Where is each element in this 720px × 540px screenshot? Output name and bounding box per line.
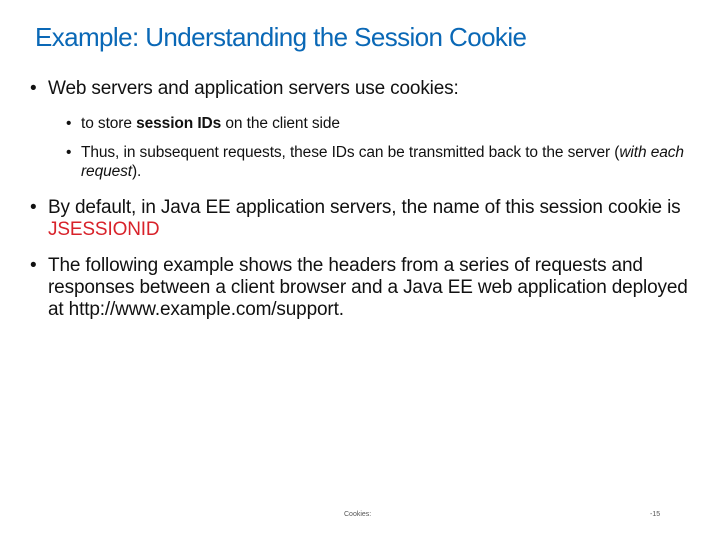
bullet-list bbox=[30, 78, 700, 335]
sub-bullet-text-italic: with each request bbox=[81, 144, 684, 180]
bullet-glyph: • bbox=[66, 115, 72, 132]
bullet-text-pre: By default, in Java EE application servers, the name of this session cookie is bbox=[48, 197, 681, 218]
sub-bullet-text-post: ). bbox=[132, 163, 142, 180]
slide-title: Example: Understanding the Session Cookie bbox=[35, 22, 527, 52]
sub-bullet-text-pre: to store bbox=[81, 115, 137, 132]
sub-bullet-subsequent-requests bbox=[66, 143, 700, 181]
bullet-glyph: • bbox=[30, 197, 37, 218]
sub-bullet-text-pre: Thus, in subsequent requests, these IDs can be transmitted back to the server ( bbox=[81, 144, 620, 161]
sub-bullet-list bbox=[30, 114, 700, 181]
bullet-text: Web servers and application servers use cookies: bbox=[48, 78, 459, 99]
bullet-glyph: • bbox=[30, 255, 37, 276]
bullet-glyph: • bbox=[30, 78, 37, 99]
footer-label: Cookies: bbox=[344, 511, 372, 518]
bullet-following-example bbox=[30, 255, 700, 321]
bullet-default-cookie-name bbox=[30, 197, 700, 241]
bullet-glyph: • bbox=[66, 144, 72, 161]
sub-bullet-text-bold: session IDs bbox=[136, 115, 222, 132]
sub-bullet-text-post: on the client side bbox=[221, 115, 340, 132]
page-number: -15 bbox=[650, 511, 661, 518]
bullet-web-servers bbox=[30, 78, 700, 100]
jsessionid-highlight: JSESSIONID bbox=[48, 219, 160, 240]
bullet-text: The following example shows the headers from a series of requests and responses between a client browser and a Java EE web application deployed at http://www.example.com/support. bbox=[48, 255, 688, 320]
sub-bullet-session-ids bbox=[66, 114, 700, 133]
